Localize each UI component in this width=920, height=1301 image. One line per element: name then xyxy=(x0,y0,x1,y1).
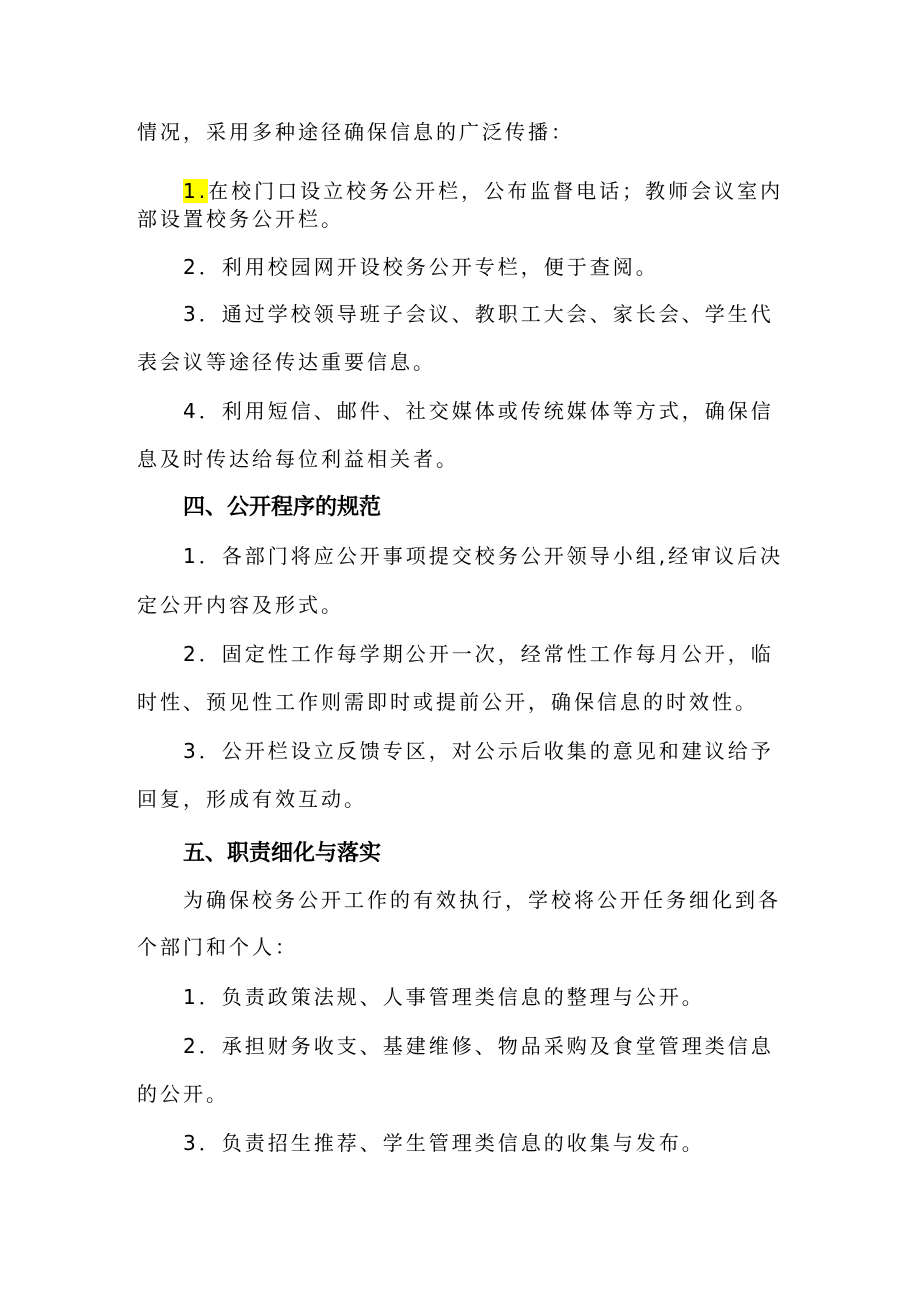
paragraph-line: 1．各部门将应公开事项提交校务公开领导小组,经审议后决 xyxy=(183,544,784,568)
paragraph-line: 3．公开栏设立反馈专区，对公示后收集的意见和建议给予 xyxy=(183,739,774,763)
paragraph-line: 回复，形成有效互动。 xyxy=(137,787,367,811)
paragraph-text: 在校门口设立校务公开栏，公布监督电话；教师会议室内 xyxy=(208,179,784,203)
paragraph-line: 1．负责政策法规、人事管理类信息的整理与公开。 xyxy=(183,985,705,1009)
paragraph-line: 情况，采用多种途径确保信息的广泛传播： xyxy=(137,120,574,144)
paragraph-line: 2．固定性工作每学期公开一次，经常性工作每月公开，临 xyxy=(183,642,774,666)
paragraph-line: 4．利用短信、邮件、社交媒体或传统媒体等方式，确保信 xyxy=(183,399,774,423)
paragraph-line: 部设置校务公开栏。 xyxy=(137,207,344,231)
highlighted-number: 1. xyxy=(183,179,209,203)
paragraph-line: 3．通过学校领导班子会议、教职工大会、家长会、学生代 xyxy=(183,302,774,326)
paragraph-line: 的公开。 xyxy=(137,1082,229,1106)
paragraph-line xyxy=(183,177,783,205)
paragraph-line: 表会议等途径传达重要信息。 xyxy=(137,350,436,374)
paragraph-line: 息及时传达给每位利益相关者。 xyxy=(137,447,459,471)
paragraph-line: 定公开内容及形式。 xyxy=(137,593,344,617)
section-heading: 五、职责细化与落实 xyxy=(183,841,382,866)
paragraph-line: 时性、预见性工作则需即时或提前公开，确保信息的时效性。 xyxy=(137,690,758,714)
paragraph-line: 为确保校务公开工作的有效执行，学校将公开任务细化到各 xyxy=(183,888,781,912)
paragraph-line: 个部门和个人： xyxy=(137,935,298,959)
paragraph-line: 3．负责招生推荐、学生管理类信息的收集与发布。 xyxy=(183,1131,705,1155)
paragraph-line: 2．利用校园网开设校务公开专栏，便于查阅。 xyxy=(183,255,659,279)
section-heading: 四、公开程序的规范 xyxy=(183,495,382,520)
paragraph-line: 2．承担财务收支、基建维修、物品采购及食堂管理类信息 xyxy=(183,1034,774,1058)
